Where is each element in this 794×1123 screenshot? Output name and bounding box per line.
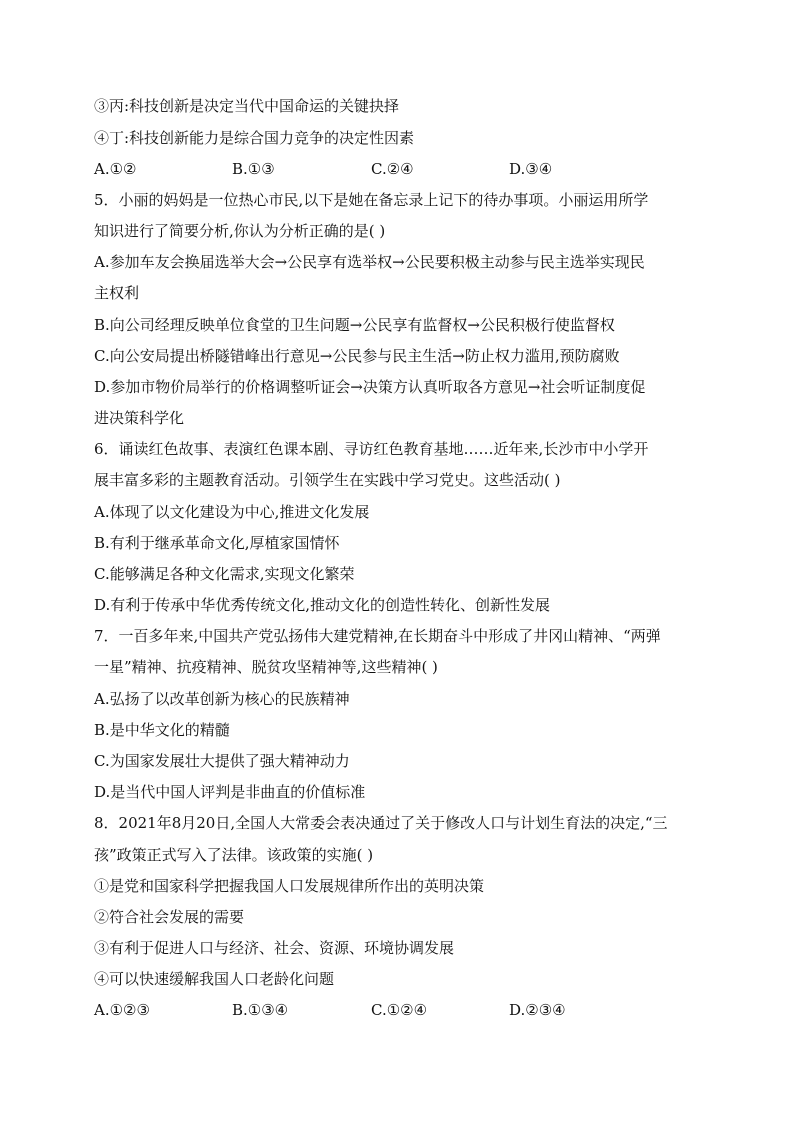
q8-statement-4: ④可以快速缓解我国人口老龄化问题 <box>94 970 335 988</box>
statement-4: ④丁:科技创新能力是综合国力竞争的决定性因素 <box>94 129 415 147</box>
q6-option-a[interactable]: A.体现了以文化建设为中心,推进文化发展 <box>94 503 370 521</box>
question-8-stem-cont: 孩”政策正式写入了法律。该政策的实施( ) <box>94 846 374 864</box>
q4-option-a[interactable]: A.①② <box>94 160 137 178</box>
q8-option-d[interactable]: D.②③④ <box>509 1001 566 1019</box>
question-8-stem: 8．2021年8月20日,全国人大常委会表决通过了关于修改人口与计划生育法的决定,“三 <box>94 814 668 832</box>
q8-statement-2: ②符合社会发展的需要 <box>94 908 245 926</box>
q6-option-d[interactable]: D.有利于传承中华优秀传统文化,推动文化的创造性转化、创新性发展 <box>94 596 551 614</box>
q7-option-c[interactable]: C.为国家发展壮大提供了强大精神动力 <box>94 752 350 770</box>
statement-3: ③丙:科技创新是决定当代中国命运的关键抉择 <box>94 97 400 115</box>
q7-option-d[interactable]: D.是当代中国人评判是非曲直的价值标准 <box>94 783 366 801</box>
q8-statement-3: ③有利于促进人口与经济、社会、资源、环境协调发展 <box>94 939 455 957</box>
q4-option-d[interactable]: D.③④ <box>509 160 553 178</box>
question-6-stem-cont: 展丰富多彩的主题教育活动。引领学生在实践中学习党史。这些活动( ) <box>94 471 561 489</box>
question-7-stem: 7．一百多年来,中国共产党弘扬伟大建党精神,在长期奋斗中形成了井冈山精神、“两弹 <box>94 627 661 645</box>
q7-option-a[interactable]: A.弘扬了以改革创新为核心的民族精神 <box>94 690 350 708</box>
q8-option-c[interactable]: C.①②④ <box>371 1001 428 1019</box>
question-6-stem: 6．诵读红色故事、表演红色课本剧、寻访红色教育基地……近年来,长沙市中小学开 <box>94 440 649 458</box>
q4-option-c[interactable]: C.②④ <box>371 160 414 178</box>
q5-option-a[interactable]: A.参加车友会换届选举大会→公民享有选举权→公民要积极主动参与民主选举实现民 <box>94 253 645 271</box>
question-5-stem: 5．小丽的妈妈是一位热心市民,以下是她在备忘录上记下的待办事项。小丽运用所学 <box>94 191 649 209</box>
q4-option-b[interactable]: B.①③ <box>232 160 275 178</box>
q5-option-c[interactable]: C.向公安局提出桥隧错峰出行意见→公民参与民主生活→防止权力滥用,预防腐败 <box>94 347 620 365</box>
q8-option-b[interactable]: B.①③④ <box>232 1001 289 1019</box>
question-5-stem-cont: 知识进行了简要分析,你认为分析正确的是( ) <box>94 222 386 240</box>
q6-option-c[interactable]: C.能够满足各种文化需求,实现文化繁荣 <box>94 565 355 583</box>
q5-option-d[interactable]: D.参加市物价局举行的价格调整听证会→决策方认真听取各方意见→社会听证制度促 <box>94 378 646 396</box>
q5-option-a-cont: 主权利 <box>94 284 140 302</box>
q6-option-b[interactable]: B.有利于继承革命文化,厚植家国情怀 <box>94 534 340 552</box>
q5-option-b[interactable]: B.向公司经理反映单位食堂的卫生问题→公民享有监督权→公民积极行使监督权 <box>94 316 615 334</box>
q8-option-a[interactable]: A.①②③ <box>94 1001 150 1019</box>
q8-statement-1: ①是党和国家科学把握我国人口发展规律所作出的英明决策 <box>94 877 485 895</box>
question-7-stem-cont: 一星”精神、抗疫精神、脱贫攻坚精神等,这些精神( ) <box>94 658 438 676</box>
q7-option-b[interactable]: B.是中华文化的精髓 <box>94 721 230 739</box>
q5-option-d-cont: 进决策科学化 <box>94 409 185 427</box>
